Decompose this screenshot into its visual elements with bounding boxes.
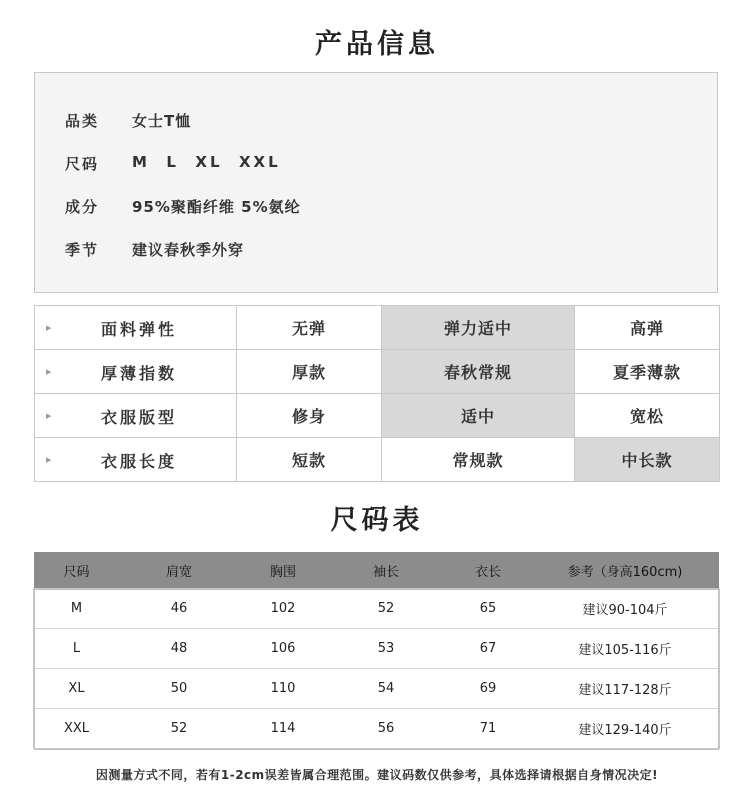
info-value: 95%聚酯纤维 5%氨纶: [132, 198, 301, 216]
size-chart-row: [34, 709, 719, 749]
attribute-option: 宽松: [575, 394, 720, 438]
size-chart-cell: 102: [239, 589, 327, 629]
size-chart-cell: 53: [327, 629, 445, 669]
triangle-bullet-icon: ▶: [46, 368, 53, 376]
size-chart-cell: 106: [239, 629, 327, 669]
measurement-note: 因测量方式不同，若有1-2cm误差皆属合理范围。建议码数仅供参考，具体选择请根据自身情况决定!: [95, 768, 659, 782]
size-chart-cell: 48: [119, 629, 239, 669]
attribute-name: 衣服版型: [101, 408, 178, 427]
attribute-option: 修身: [237, 394, 382, 438]
info-row-category: [65, 110, 191, 131]
info-value: 女士T恤: [132, 112, 192, 130]
attribute-name: 衣服长度: [101, 452, 178, 471]
attribute-option: 无弹: [237, 306, 382, 350]
size-chart-cell: 52: [327, 589, 445, 629]
attribute-row: [35, 350, 720, 394]
attribute-name: 厚薄指数: [101, 364, 178, 383]
size-chart-header-cell: 参考（身高160cm): [531, 552, 719, 589]
info-row-size: [65, 153, 281, 174]
info-label: 季节: [65, 241, 100, 259]
size-chart-cell: 65: [445, 589, 531, 629]
size-chart-header-cell: 袖长: [327, 552, 445, 589]
size-chart-header-cell: 尺码: [34, 552, 119, 589]
size-chart-cell: 71: [479, 721, 497, 736]
size-chart-header-cell: 胸围: [239, 552, 327, 589]
size-chart-cell: 建议105-116斤: [531, 629, 719, 669]
triangle-bullet-icon: ▶: [46, 324, 53, 332]
attribute-option-selected: 中长款: [575, 438, 720, 482]
size-chart-cell: 54: [327, 669, 445, 709]
size-chart-cell: 建议129-140斤: [578, 723, 672, 738]
attribute-row: [35, 438, 720, 482]
attribute-option: 夏季薄款: [575, 350, 720, 394]
attribute-row: [35, 394, 720, 438]
info-row-material: [65, 196, 301, 217]
size-chart-cell: 56: [377, 721, 395, 736]
info-value: M L XL XXL: [132, 153, 281, 171]
attribute-row: [35, 306, 720, 350]
attribute-name-cell: [35, 306, 237, 350]
size-chart-header-cell: 衣长: [445, 552, 531, 589]
size-chart-cell: 69: [445, 669, 531, 709]
attribute-option-selected: 春秋常规: [382, 350, 575, 394]
triangle-bullet-icon: ▶: [46, 412, 53, 420]
size-chart-cell: 50: [119, 669, 239, 709]
attribute-option: 厚款: [237, 350, 382, 394]
size-chart-title: 尺码表: [330, 505, 424, 536]
info-label: 成分: [65, 198, 100, 216]
attribute-name-cell: [35, 394, 237, 438]
size-chart-header-cell: 肩宽: [119, 552, 239, 589]
size-chart-cell: L: [34, 629, 119, 669]
size-chart-cell: 建议117-128斤: [531, 669, 719, 709]
size-chart-cell: XL: [34, 669, 119, 709]
size-chart-row: [34, 589, 719, 629]
attribute-option: 常规款: [382, 438, 575, 482]
size-chart-header-row: [34, 552, 719, 589]
info-row-season: [65, 239, 244, 260]
size-chart-cell: 67: [445, 629, 531, 669]
attribute-option: 高弹: [575, 306, 720, 350]
size-chart-cell: XXL: [63, 721, 90, 736]
size-chart-cell: 114: [270, 721, 296, 736]
info-value: 建议春秋季外穿: [132, 241, 245, 259]
size-chart-cell: M: [34, 589, 119, 629]
attribute-name: 面料弹性: [101, 320, 178, 339]
product-info-box: [34, 72, 718, 293]
attribute-name-cell: [35, 438, 237, 482]
size-chart-cell: 52: [170, 721, 188, 736]
size-chart-row: [34, 629, 719, 669]
attribute-option-selected: 适中: [382, 394, 575, 438]
attribute-option-selected: 弹力适中: [382, 306, 575, 350]
attribute-table: [34, 305, 720, 482]
size-chart-cell: 46: [119, 589, 239, 629]
product-info-title: 产品信息: [315, 29, 439, 60]
info-label: 品类: [65, 112, 100, 130]
size-chart-table: [34, 552, 719, 748]
attribute-name-cell: [35, 350, 237, 394]
triangle-bullet-icon: ▶: [46, 456, 53, 464]
info-label: 尺码: [65, 155, 100, 173]
size-chart-cell: 110: [239, 669, 327, 709]
attribute-option: 短款: [237, 438, 382, 482]
size-chart-row: [34, 669, 719, 709]
size-chart-cell: 建议90-104斤: [531, 589, 719, 629]
